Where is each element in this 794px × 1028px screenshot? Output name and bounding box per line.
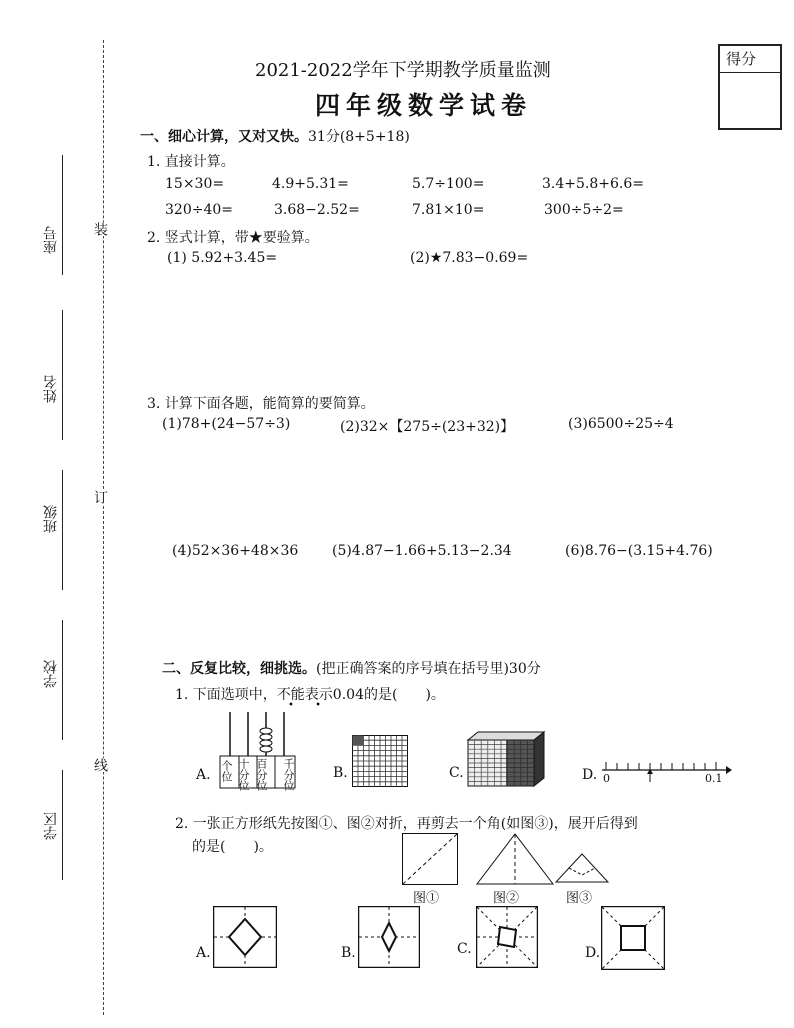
section2-heading: 二、反复比较，细挑选。 xyxy=(162,661,316,677)
seat-number-label: 座号 xyxy=(43,226,59,254)
score-box-label: 得分 xyxy=(720,46,780,73)
abacus-label: 个位 xyxy=(220,760,233,782)
simplify-item: (6)8.76−(3.15+4.76) xyxy=(565,543,713,559)
score-box[interactable] xyxy=(718,44,782,130)
abacus-label: 十分位 xyxy=(237,758,250,791)
section2-heading-line xyxy=(162,658,541,678)
calc-item: 320÷40= xyxy=(165,202,233,218)
abacus-label: 百分位 xyxy=(255,758,268,791)
district-field[interactable] xyxy=(62,770,63,880)
fold-figure-2-label: 图② xyxy=(493,891,520,906)
option-c-label: C. xyxy=(449,765,464,781)
section2-note: (把正确答案的序号填在括号里)30分 xyxy=(316,661,541,677)
exam-title: 四年级数学试卷 xyxy=(315,91,533,120)
calc-item: 3.4+5.8+6.6= xyxy=(542,176,644,192)
simplify-item: (5)4.87−1.66+5.13−2.34 xyxy=(332,543,512,559)
s2-q2-stem-line1: 2. 一张正方形纸先按图①、图②对折，再剪去一个角(如图③)，展开后得到 xyxy=(175,816,638,832)
q2-label: 2. 竖式计算，带★要验算。 xyxy=(147,230,319,246)
emphasis-dots: • • xyxy=(288,700,330,711)
seat-number-field[interactable] xyxy=(62,155,63,275)
section1-heading: 一、细心计算，又对又快。 xyxy=(140,129,308,145)
binding-mark-2: 订 xyxy=(92,490,108,504)
s2-q2-stem-line2: 的是( )。 xyxy=(192,839,273,855)
section1-heading-line xyxy=(140,126,410,146)
vertical-calc-item: (1) 5.92+3.45= xyxy=(167,250,278,266)
binding-mark-3: 线 xyxy=(92,758,108,772)
q2-option-c-label: C. xyxy=(457,941,472,957)
q2-option-b-label: B. xyxy=(341,945,356,961)
calc-item: 15×30= xyxy=(165,176,225,192)
calc-item: 7.81×10= xyxy=(412,202,485,218)
grid-figure xyxy=(352,735,408,787)
simplify-item: (2)32×【275÷(23+32)】 xyxy=(340,419,515,435)
fold-figure-3-label: 图③ xyxy=(566,891,593,906)
q2-option-d-label: D. xyxy=(585,945,601,961)
q3-label: 3. 计算下面各题，能简算的要简算。 xyxy=(147,396,375,412)
exam-subtitle: 2021-2022学年下学期教学质量监测 xyxy=(255,60,551,81)
class-label: 班级 xyxy=(43,505,59,533)
section1-points: 31分(8+5+18) xyxy=(308,129,410,145)
q2-option-a-figure xyxy=(213,906,277,968)
s2-q1-stem: 1. 下面选项中，不能表示0.04的是( )。 xyxy=(175,687,445,703)
fold-figure-3 xyxy=(555,853,609,885)
vertical-calc-item: (2)★7.83−0.69= xyxy=(410,250,529,266)
number-line-start: 0 xyxy=(603,772,610,785)
school-label: 学校 xyxy=(43,660,59,688)
q2-option-b-figure xyxy=(358,906,420,968)
class-field[interactable] xyxy=(62,470,63,590)
fold-figure-1 xyxy=(402,833,458,885)
q2-option-d-figure xyxy=(601,906,665,970)
simplify-item: (4)52×36+48×36 xyxy=(172,543,299,559)
binding-line xyxy=(103,40,104,1015)
calc-item: 300÷5÷2= xyxy=(544,202,624,218)
district-label: 学区 xyxy=(43,812,59,840)
fold-figure-1-label: 图① xyxy=(413,891,440,906)
calc-item: 4.9+5.31= xyxy=(272,176,349,192)
name-field[interactable] xyxy=(62,310,63,440)
name-label: 姓名 xyxy=(43,375,59,403)
calc-item: 5.7÷100= xyxy=(412,176,485,192)
school-field[interactable] xyxy=(62,620,63,740)
calc-item: 3.68−2.52= xyxy=(274,202,360,218)
number-line-end: 0.1 xyxy=(705,772,723,785)
binding-mark-1: 装 xyxy=(92,222,108,236)
cube-figure xyxy=(466,730,546,788)
q2-option-a-label: A. xyxy=(196,945,211,961)
option-b-label: B. xyxy=(333,765,348,781)
option-d-label: D. xyxy=(582,767,598,783)
simplify-item: (3)6500÷25÷4 xyxy=(568,416,674,432)
option-a-label: A. xyxy=(196,767,211,783)
abacus-label: 千分位 xyxy=(282,758,295,791)
fold-figure-2 xyxy=(476,833,554,885)
q2-option-c-figure xyxy=(476,906,538,968)
simplify-item: (1)78+(24−57÷3) xyxy=(162,416,291,432)
q1-label: 1. 直接计算。 xyxy=(147,154,235,170)
